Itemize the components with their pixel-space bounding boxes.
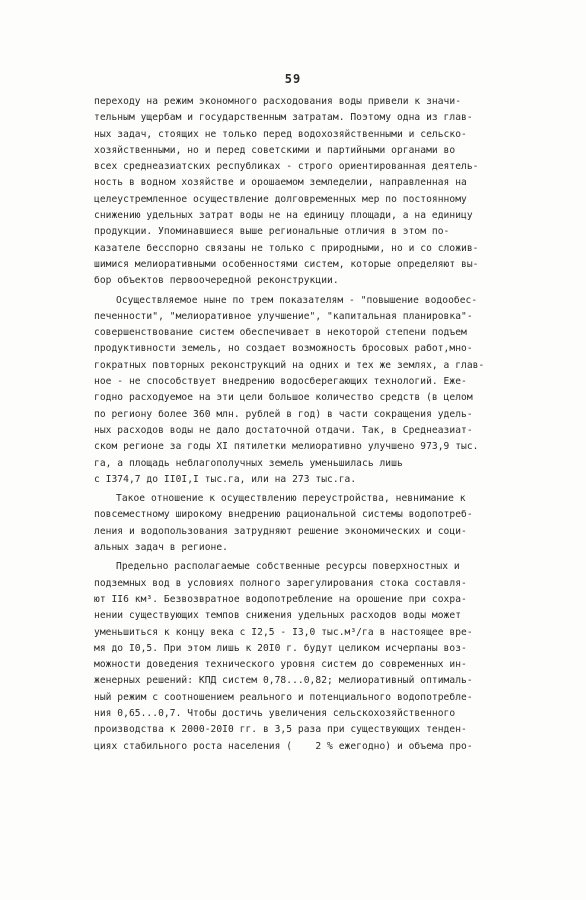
text-line: циях стабильного роста населения ( 2 % ежегодно) и объема про- (94, 740, 473, 752)
text-line: гократных повторных реконструкций на одних и тех же землях, а глав- (94, 359, 485, 371)
text-line: ное - не способствует внедрению водосберегающих технологий. Еже- (94, 376, 467, 388)
text-line: печенности", "мелиоративное улучшение", "капитальная планировка"- (94, 310, 473, 322)
text-line: Предельно располагаемые собственные ресурсы поверхностных и (116, 561, 460, 573)
text-line: шимися мелиоративными особенностями систем, которые определяют вы- (94, 258, 479, 270)
text-line: совершенствование систем обеспечивает в некоторой степени подъем (94, 327, 467, 339)
text-line: мя до I0,5. При этом лишь к 20I0 г. будут целиком исчерпаны воз- (94, 642, 467, 654)
text-line: ность в водном хозяйстве и орошаемом земледелии, направленная на (94, 177, 467, 189)
text-line: снижению удельных затрат воды не на единицу площади, а на единицу (94, 210, 473, 222)
text-line: хозяйственными, но и перед советскими и партийными органами во (94, 144, 456, 156)
text-line: ют II6 км³. Безвозвратное водопотребление на орошение при сохра- (94, 593, 467, 605)
text-line: ском регионе за годы XI пятилетки мелиоративно улучшено 973,9 тыс. (94, 441, 479, 453)
text-line: альных задач в регионе. (94, 542, 228, 554)
text-line: годно расходуемое на эти цели большое количество средств (в целом (94, 392, 473, 404)
body-text (94, 94, 514, 758)
text-line: продукции. Упоминавшиеся выше региональные отличия в этом по- (94, 226, 450, 238)
text-line: га, а площадь неблагополучных земель уменьшилась лишь (94, 457, 403, 469)
text-line: ления и водопользования затрудняют решение экономических и соци- (94, 525, 467, 537)
paragraph (94, 491, 514, 556)
paragraph (94, 559, 514, 755)
text-line: ных задач, стоящих не только перед водохозяйственными и сельско- (94, 128, 467, 140)
text-line: переходу на режим экономного расходования воды привели к значи- (94, 96, 462, 107)
text-line: можности доведения технического уровня систем до современных ин- (94, 659, 467, 671)
text-line: по региону более 360 млн. рублей в год) в части сокращения удель- (94, 408, 473, 420)
text-line: Осуществляемое ныне по трем показателям - "повышение водообес- (116, 294, 478, 306)
text-line: целеустремленное осуществление долговременных мер по постоянному (94, 193, 467, 205)
text-line: Такое отношение к осуществлению переустройства, невнимание к (116, 493, 466, 505)
text-line: с I374,7 до II0I,I тыс.га, или на 273 тыс.га. (94, 473, 357, 485)
text-line: казателе бесспорно связаны не только с природными, но и со сложив- (94, 242, 479, 254)
text-line: уменьшиться к концу века с I2,5 - I3,0 тыс.м³/га в настоящее вре- (94, 626, 473, 638)
text-line: подземных вод в условиях полного зарегулирования стока составля- (94, 577, 467, 589)
paragraph (94, 293, 514, 489)
text-line: всех среднеазиатских республиках - строго ориентированная деятель- (94, 161, 479, 173)
page-number: 59 (284, 72, 302, 86)
text-line: производства к 2000-20I0 гг. в 3,5 раза при существующих тенден- (94, 724, 467, 736)
text-line: ных расходов воды не дало достаточной отдачи. Так, в Среднеазиат- (94, 424, 473, 436)
text-line: ния 0,65...0,7. Чтобы достичь увеличения сельскохозяйственного (94, 707, 456, 719)
text-line: нении существующих темпов снижения удельных расходов воды может (94, 610, 462, 622)
text-line: бор объектов первоочередной реконструкции. (94, 275, 339, 287)
text-line: тельным ущербам и государственным затратам. Поэтому одна из глав- (94, 112, 473, 124)
paragraph (94, 94, 514, 290)
text-line: ный режим с соотношением реального и потенциального водопотребле- (94, 691, 473, 703)
text-line: продуктивности земель, но создает возможность бросовых работ,мно- (94, 343, 473, 355)
text-line: повсеместному широкому внедрению рациональной системы водопотреб- (94, 509, 473, 521)
text-line: женерных решений: КПД систем 0,78...0,82; мелиоративный оптималь- (94, 675, 473, 687)
